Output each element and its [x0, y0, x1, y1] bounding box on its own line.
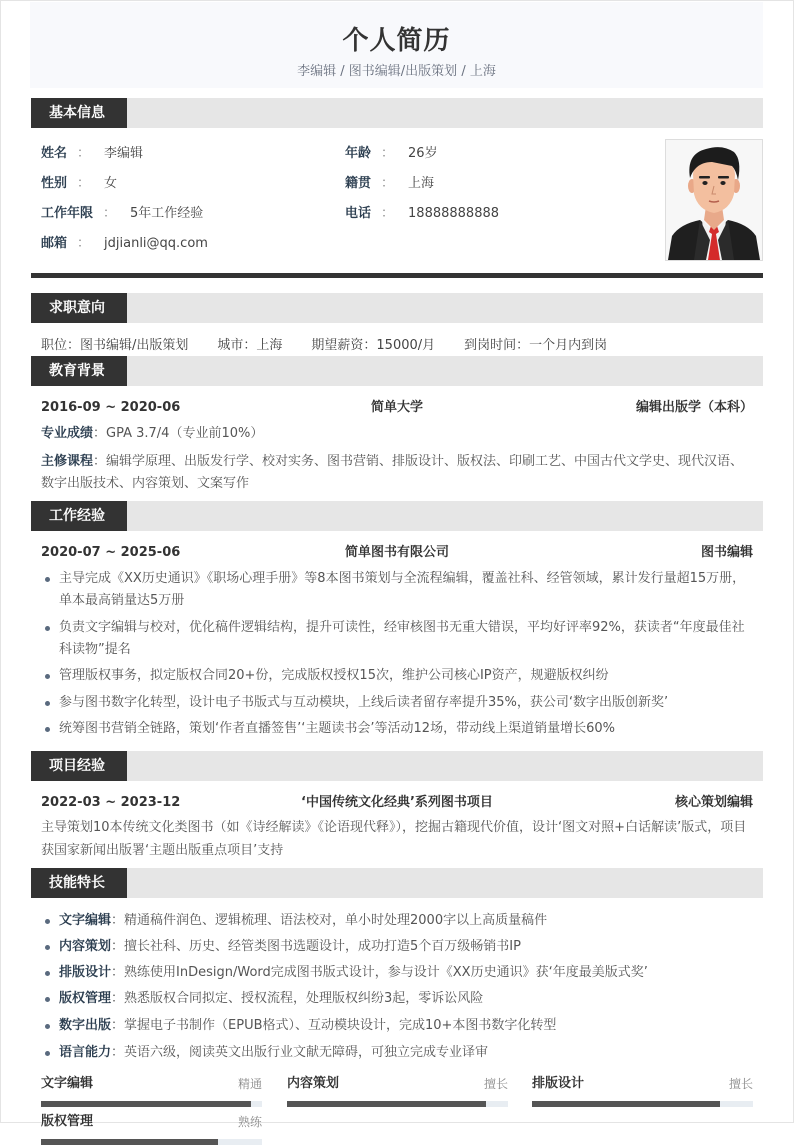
field-value: 李编辑 [104, 146, 144, 161]
field-label: 性别 [41, 176, 68, 191]
skill-label: 文字编辑 [59, 913, 112, 928]
section-work-experience [31, 501, 763, 740]
list-item [41, 962, 753, 984]
education-period: 2016-09 ~ 2020-06 [41, 400, 181, 415]
field-colon: ： [103, 206, 117, 221]
skill-bar-fill [287, 1101, 486, 1107]
courses-value: ：编辑学原理、出版发行学、校对实务、图书营销、排版设计、版权法、印刷工艺、中国古代文学史、现代汉语、数字出版技术、内容策划、文案写作 [41, 454, 744, 491]
skill-label: 内容策划 [59, 939, 112, 954]
intent-start-date: 到岗时间：一个月内到岗 [464, 338, 608, 353]
project-name: ‘中国传统文化经典’系列图书项目 [301, 795, 493, 810]
skill-bar-name: 内容策划 [287, 1076, 340, 1091]
list-item [41, 988, 753, 1010]
skill-text: ：掌握电子书制作（EPUB格式）、互动模块设计，完成10+本图书数字化转型 [111, 1018, 557, 1033]
skill-bar-track [41, 1101, 262, 1107]
project-period: 2022-03 ~ 2023-12 [41, 795, 181, 810]
project-role: 核心策划编辑 [674, 795, 753, 810]
skill-bar-name: 文字编辑 [41, 1076, 94, 1091]
skill-text: ：熟悉版权合同拟定、授权流程，处理版权纠纷3起，零诉讼风险 [111, 991, 484, 1006]
page-title: 个人简历 [342, 26, 451, 56]
section-title: 项目经验 [31, 751, 127, 781]
field-label: 籍贯 [345, 176, 372, 191]
section-project-experience [31, 751, 763, 862]
list-item: 参与图书数字化转型，设计电子书版式与互动模块，上线后读者留存率提升35%，获公司‘数字出版创新奖’ [41, 692, 753, 714]
list-item: 管理版权事务，拟定版权合同20+份，完成版权授权15次，维护公司核心IP资产，规避版权纠纷 [41, 665, 753, 687]
skill-bar-level: 精通 [237, 1077, 262, 1091]
field-phone [345, 204, 499, 224]
skill-text: ：擅长社科、历史、经管类图书选题设计，成功打造5个百万级畅销书IP [111, 939, 521, 954]
skill-bar-track [532, 1101, 753, 1107]
gpa-label: 专业成绩 [41, 426, 94, 441]
intent-salary: 期望薪资：15000/月 [311, 338, 436, 353]
section-header [31, 98, 763, 128]
field-value: 18888888888 [408, 206, 500, 221]
section-header [31, 751, 763, 781]
skill-bar-fill [41, 1139, 218, 1145]
section-title: 教育背景 [31, 356, 127, 386]
skill-label: 语言能力 [59, 1045, 112, 1060]
work-row [41, 543, 753, 563]
project-description: 主导策划10本传统文化类图书（如《诗经解读》《论语现代释》），挖掘古籍现代价值，设计‘图文对照+白话解读’版式，项目获国家新闻出版署‘主题出版重点项目’支持 [41, 820, 747, 858]
field-age [345, 144, 438, 164]
skill-text: ：熟练使用InDesign/Word完成图书版式设计，参与设计《XX历史通识》获‘年度最美版式奖’ [111, 965, 648, 980]
section-header [31, 868, 763, 898]
field-colon: ： [77, 176, 91, 191]
section-title: 求职意向 [31, 293, 127, 323]
page-subtitle: 李编辑 / 图书编辑/出版策划 / 上海 [297, 64, 496, 79]
intent-position: 职位：图书编辑/出版策划 [41, 338, 189, 353]
field-colon: ： [381, 176, 395, 191]
field-email [41, 234, 208, 254]
field-work-years [41, 204, 203, 224]
field-value: jdjianli@qq.com [104, 236, 208, 251]
section-basic-info [31, 98, 763, 268]
job-intent-line [41, 338, 753, 354]
skill-label: 数字出版 [59, 1018, 112, 1033]
gpa-value: ：GPA 3.7/4（专业前10%） [93, 426, 264, 441]
section-header [31, 356, 763, 386]
field-value: 上海 [408, 176, 435, 191]
field-label: 年龄 [345, 146, 372, 161]
skill-bar-name: 排版设计 [532, 1076, 585, 1091]
field-value: 5年工作经验 [130, 206, 204, 221]
skill-bullets [41, 910, 753, 1064]
skill-label: 排版设计 [59, 965, 112, 980]
list-item [41, 1015, 753, 1037]
field-label: 邮箱 [41, 236, 68, 251]
section-title: 工作经验 [31, 501, 127, 531]
skill-label: 版权管理 [59, 991, 112, 1006]
skill-bar [287, 1075, 508, 1107]
courses-label: 主修课程 [41, 454, 94, 469]
section-divider [31, 273, 763, 278]
skill-text: ：精通稿件润色、逻辑梳理、语法校对，单小时处理2000字以上高质量稿件 [111, 913, 548, 928]
skill-bar-fill [41, 1101, 251, 1107]
education-row [41, 398, 753, 418]
section-header [31, 501, 763, 531]
field-colon: ： [381, 206, 395, 221]
list-item [41, 936, 753, 958]
list-item [41, 1042, 753, 1064]
work-period: 2020-07 ~ 2025-06 [41, 545, 181, 560]
skill-bar-fill [532, 1101, 720, 1107]
section-title: 技能特长 [31, 868, 127, 898]
field-label: 姓名 [41, 146, 68, 161]
field-name [41, 144, 143, 164]
work-role: 图书编辑 [700, 545, 753, 560]
avatar-photo [665, 139, 763, 261]
skill-bar-name: 版权管理 [41, 1114, 94, 1129]
skill-bar-level: 擅长 [728, 1077, 753, 1091]
resume-header [30, 2, 763, 88]
field-colon: ： [381, 146, 395, 161]
skill-bar [41, 1113, 262, 1145]
section-skills [31, 868, 763, 1128]
field-hometown [345, 174, 434, 194]
work-company: 简单图书有限公司 [344, 545, 449, 560]
field-label: 工作年限 [41, 206, 94, 221]
section-header [31, 293, 763, 323]
section-job-intent [31, 293, 763, 354]
section-education [31, 356, 763, 495]
skill-bar-track [287, 1101, 508, 1107]
skill-bar [532, 1075, 753, 1107]
field-label: 电话 [345, 206, 372, 221]
section-title: 基本信息 [31, 98, 127, 128]
list-item: 负责文字编辑与校对，优化稿件逻辑结构，提升可读性，经审核图书无重大错误，平均好评率92%，获读者“年度最佳社科读物”提名 [41, 617, 753, 661]
field-colon: ： [77, 236, 91, 251]
skill-bar [41, 1075, 262, 1107]
field-value: 女 [104, 176, 118, 191]
list-item: 统筹图书营销全链路，策划‘作者直播签售’‘主题读书会’等活动12场，带动线上渠道销量增长60% [41, 718, 753, 740]
field-gender [41, 174, 117, 194]
field-colon: ： [77, 146, 91, 161]
field-value: 26岁 [408, 146, 438, 161]
project-row [41, 793, 753, 813]
education-major: 编辑出版学（本科） [635, 400, 753, 415]
list-item [41, 910, 753, 932]
skill-bar-level: 擅长 [483, 1077, 508, 1091]
intent-city: 城市：上海 [217, 338, 283, 353]
work-bullets [41, 568, 753, 740]
skill-bar-track [41, 1139, 262, 1145]
skill-bar-level: 熟练 [237, 1115, 262, 1129]
skill-text: ：英语六级，阅读英文出版行业文献无障碍，可独立完成专业译审 [111, 1045, 489, 1060]
education-gpa [41, 423, 753, 445]
list-item: 主导完成《XX历史通识》《职场心理手册》等8本图书策划与全流程编辑，覆盖社科、经管领域，累计发行量超15万册，单本最高销量达5万册 [41, 568, 753, 612]
education-courses [41, 451, 753, 495]
avatar-illustration-icon [666, 140, 762, 260]
education-school: 简单大学 [370, 400, 423, 415]
